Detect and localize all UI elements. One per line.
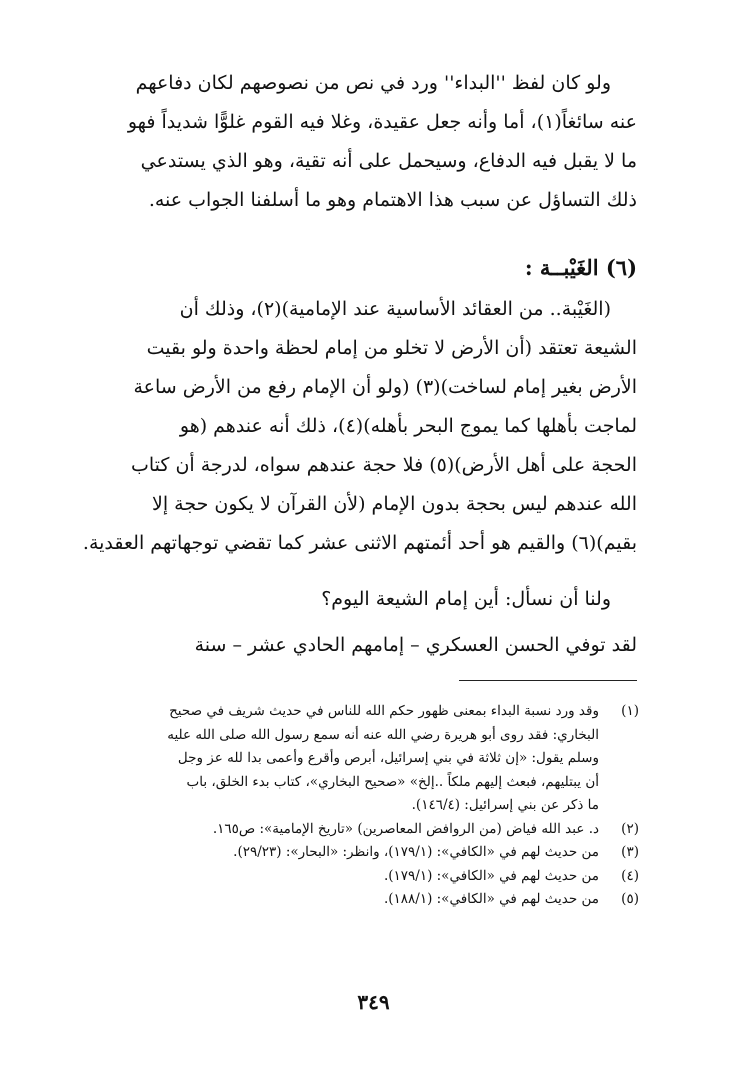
page-number: ٣٤٩	[357, 990, 390, 1014]
text-line: (الغَيْبة.. من العقائد الأساسية عند الإمامية)(٢)، وذلك أن	[179, 298, 611, 320]
footnote-line: وسلم يقول: «إن ثلاثة في بني إسرائيل، أبرص وأقرع وأعمى بدا لله عز وجل	[177, 750, 599, 766]
paragraph-ghayba	[55, 290, 637, 563]
text-line: ذلك التساؤل عن سبب هذا الاهتمام وهو ما أسلفنا الجواب عنه.	[148, 189, 637, 211]
text-line: عنه سائغاً(١)، أما وأنه جعل عقيدة، وغلا فيه القوم غلوًّا شديداً فهو	[127, 111, 637, 133]
footnote-number: (٥)	[621, 891, 639, 907]
text-line: الأرض بغير إمام لساخت)(٣) (ولو أن الإمام رفع من الأرض ساعة	[133, 376, 637, 398]
text-line: بقيم)(٦) والقيم هو أحد أئمتهم الاثنى عشر كما تقضي توجهاتهم العقدية.	[82, 532, 637, 554]
footnote-line: البخاري: فقد روى أبو هريرة رضي الله عنه أنه سمع رسول الله صلى الله عليه	[167, 726, 599, 743]
text-line: الشيعة تعتقد (أن الأرض لا تخلو من إمام لحظة واحدة ولو بقيت	[146, 337, 637, 359]
section-heading: (٦) الغَيْبــة :	[524, 255, 637, 280]
footnote-line: د. عبد الله فياض (من الروافض المعاصرين) «تاريخ الإمامية»: ص١٦٥.	[212, 820, 599, 837]
footnote-line: وقد ورد نسبة البداء بمعنى ظهور حكم الله للناس في حديث شريف في صحيح	[169, 703, 599, 719]
footnote-number: (٤)	[621, 867, 639, 884]
paragraph-bada	[55, 64, 637, 220]
footnote-line: من حديث لهم في «الكافي»: (١٧٩/١).	[383, 867, 599, 884]
footnotes	[55, 700, 639, 912]
footnote-2	[55, 818, 639, 842]
footnote-divider	[459, 680, 637, 681]
footnote-1	[55, 700, 639, 818]
text-line: الله عندهم ليس بحجة بدون الإمام (لأن القرآن لا يكون حجة إلا	[152, 493, 637, 515]
text-line: الحجة على أهل الأرض)(٥) فلا حجة عندهم سواه، لدرجة أن كتاب	[130, 454, 637, 476]
footnote-4	[55, 865, 639, 889]
footnote-3	[55, 841, 639, 865]
footnote-line: ما ذكر عن بني إسرائيل: (١٤٦/٤).	[411, 797, 599, 813]
footnote-line: من حديث لهم في «الكافي»: (١٨٨/١).	[383, 891, 599, 907]
footnote-line: من حديث لهم في «الكافي»: (١٧٩/١)، وانظر: «البحار»: (٢٩/٢٣).	[233, 844, 599, 860]
footnote-5	[55, 888, 639, 912]
text-line: ولو كان لفظ ''البداء'' ورد في نص من نصوصهم لكان دفاعهم	[135, 72, 611, 94]
question-line: ولنا أن نسأل: أين إمام الشيعة اليوم؟	[321, 588, 611, 610]
continuation-line: لقد توفي الحسن العسكري – إمامهم الحادي عشر – سنة	[194, 634, 637, 656]
footnote-line: أن يبتليهم، فبعث إليهم ملكاً ..إلخ» «صحيح البخاري»، كتاب بدء الخلق، باب	[186, 773, 599, 790]
footnote-number: (٢)	[621, 820, 639, 837]
footnote-number: (١)	[621, 703, 639, 719]
text-line: لماجت بأهلها كما يموج البحر بأهله)(٤)، ذلك أنه عندهم (هو	[179, 415, 637, 437]
text-line: ما لا يقبل فيه الدفاع، وسيحمل على أنه تقية، وهو الذي يستدعي	[140, 150, 637, 172]
footnote-number: (٣)	[621, 844, 639, 860]
